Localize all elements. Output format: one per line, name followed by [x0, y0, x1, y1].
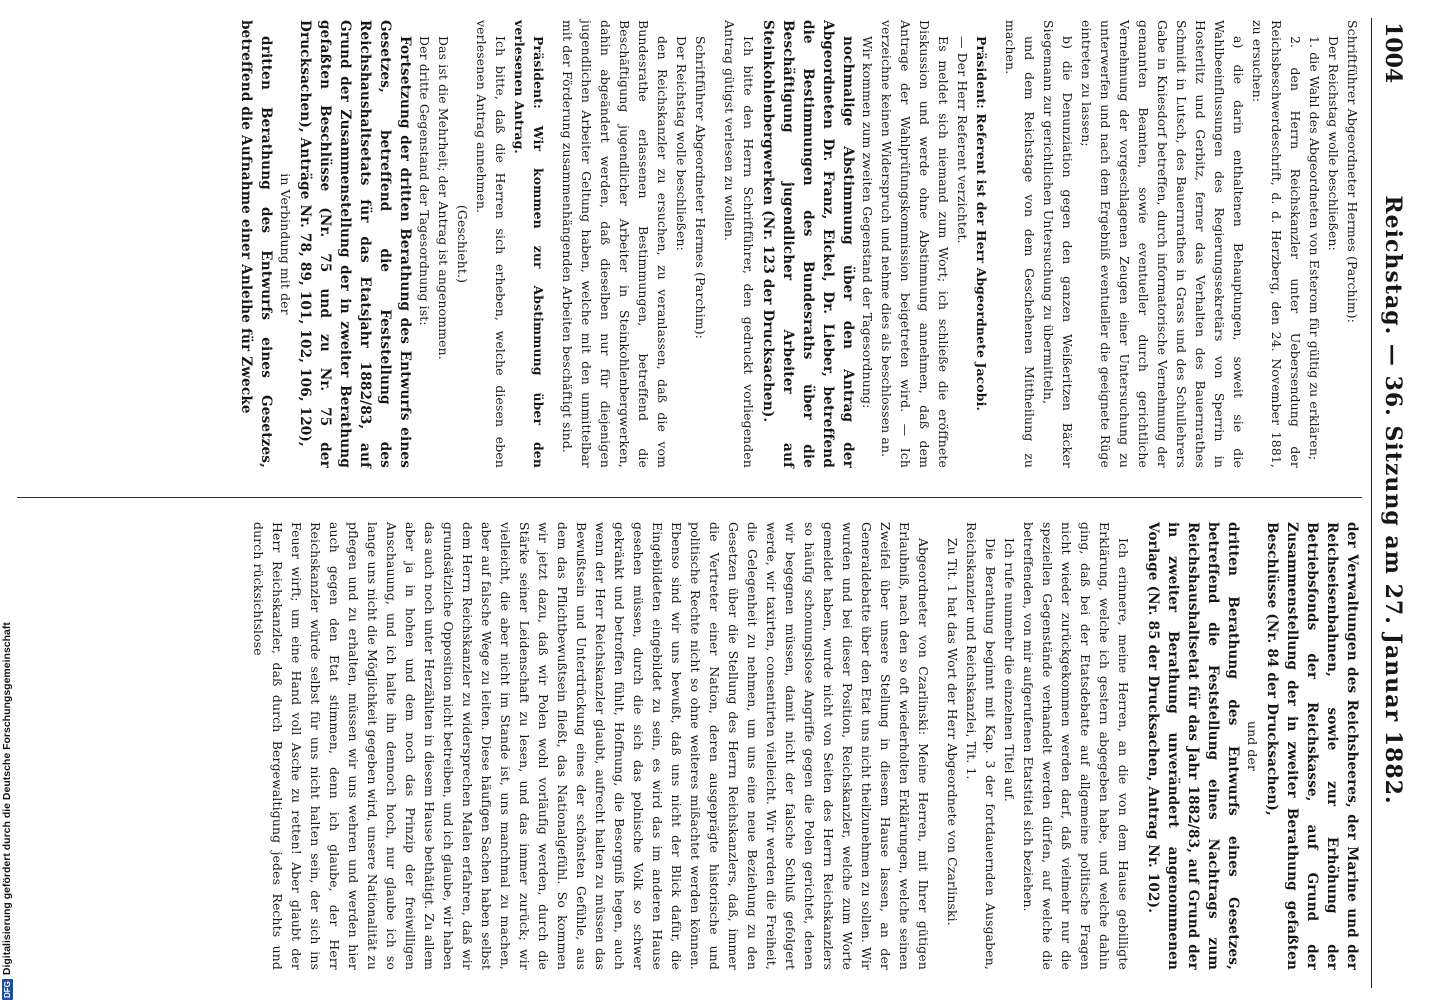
- running-title: Reichstag. — 36. Sitzung am 27. Januar 1882.: [1380, 195, 1406, 805]
- digitization-credit: [0, 0, 14, 1000]
- header-rule: [1371, 18, 1372, 988]
- text-column-right: [249, 522, 1362, 970]
- paragraph: Wir kommen zum zweiten Gegenstand der Tagesordnung:: [860, 36, 875, 409]
- paragraph: Ich bitte, daß die Herren sich erheben, welche diesen eben verlesenen Antrag annehmen.: [474, 20, 508, 468]
- paragraph: Abgeordneter von Czarlinski: Meine Herren, mit Ihrer gütigen Erlaubniß, nach den so oft wiederholten Erklärungen, welche seinen Zweifel über unsere Stellung in diesem Hause lassen, an der Generaldebatte über den Etat uns nicht theilzunehmen zu sollen. Wir wurden und bei dieser Position, Reichskanzler, welche zum Worte gemeldet haben, wurde nicht von Seiten des Herrn Reichskanzlers so häufig schonungslose Angriffe gegen die Polen gerichtet, denen wir begegnen müssen, damit nicht der falsche Schluß gefolgert werde, wir taxirten, consentirten vielleicht. Wir werden die Freiheit, die Gelegenheit zu nehmen, um uns eine neue Beziehung zu den Gesetzen über die Stellung des Herrn Reichskanzlers, daß, immer die Vertreter einer Nation, deren ausgeprägte historische und politische Rechte nicht so ohne weiteres mißachtet werden können. Ebenso sind wir uns bewußt, daß uns nicht der Blick dafür, die Eingebildeten eingebildet zu sein, es wird das im anderen Hause gesehen müssen, durch die sich das polnische Volk so schwer gekränkt und betroffen fühlt, Hoffnung, die Besorgniß hegen, auch wenn der Herr Reichskanzler glaubt, aufrecht halten zu müssen das Bewußtsein und Unterdrückung eines der schönsten Gefühle, aus dem das Pflichtbewußtsein fließt, das Nationalgefühl. So kommen wir jetzt dazu, daß wir Polen wohl vorläufig werden, durch die Stärke seiner Leidenschaft zu lesen, und das immer zurück; wir vielleicht, die aber nicht im Stande ist, uns manchmal zu machen, aber auf falsche Wege zu leiten. Diese häufigen Sachen haben selbst dem Herrn Reichskanzler zu widersprechen Malen erfahren, daß wir grundsätzliche Opposition nicht betreiben, und ich glaube, wir haben das auch noch unter Herzählten in diesem Hause bethätigt. Zu allem aber ja in hohen und dem noch das Prinzip der freiwilligen Anschauung, und ich halte ihn dennoch hoch, nur glaube ich so lange uns nicht die Möglichkeit gegeben wird, unsere Nationalität zu pflegen und zu erhalten, müssen wir uns wehren und werden hier auch gegen den Etat stimmen, denn ich glaube, der Herr Reichskanzler würde selbst für uns nicht halten sein, der sich ins Feuer wirft; um eine Hand voll Asche zu retten! Aber glaubt der Herr Reichskanzler, daß durch Bergewaltigung jedes Rechts und durch rücksichtslose: [251, 522, 931, 970]
- column-divider: [17, 497, 1362, 498]
- paragraph: Ich rufe nunmehr die einzelnen Titel auf.: [1002, 538, 1017, 802]
- agenda-heading: der Verwaltungen des Reichsheeres, der Marine und der Reichseisenbahnen, sowie zur Erhöhung der Betriebsfonds der Reichskasse, auf Grund der Zusammenstellung der in zweiter Berathung gefaßten Beschlüsse (Nr. 84 der Drucksachen),: [1264, 522, 1360, 970]
- paragraph: Das ist die Mehrheit; der Antrag ist angenommen.: [436, 36, 451, 360]
- paragraph: Die Berathung beginnt mit Kap. 3 der fortdauernden Ausgaben, Reichskanzler und Reichskanzlei, Tit. 1.: [964, 522, 998, 970]
- credit-text: Digitalisierung gefördert durch die Deutsche Forschungsgemeinschaft: [1, 622, 13, 976]
- agenda-heading: Fortsetzung der dritten Berathung des Entwurfs eines Gesetzes, betreffend die Feststellung des Reichshaushaltsetats für das Etatsjahr 1882/83, auf Grund der Zusammenstellung der in zweiter Berathung gefaßten Beschlüsse (Nr. 75 und zu Nr. 75 der Drucksachen), Anträge Nr. 78, 89, 101, 102, 106, 120),: [297, 20, 413, 468]
- paragraph: Der Reichstag wolle beschließen:: [1326, 36, 1341, 251]
- paragraph: Präsident: Referent ist der Herr Abgeordnete Jacobi.: [974, 36, 989, 411]
- paragraph: in Verbindung mit der: [278, 173, 293, 315]
- dfg-logo-icon: DFG: [2, 981, 12, 998]
- paragraph: und der: [1245, 720, 1260, 772]
- paragraph: b) die Denunziation gegen den ganzen Weißeritzen Bäcker Siegemann zur gerichtlichen Untersuchung zu übermitteln,: [1041, 20, 1075, 468]
- paragraph: Ich erinnere, meine Herren, an die von dem Hause gebilligte Erklärung, welche ich gestern abgegeben habe, und welche dahin ging, daß bei der Etatsdebatte auf allgemeine politische Fragen nicht wieder zurückgekommen werden darf, daß vielmehr nur die speziellen Gegenstände verhandelt werden dürfen, auf welche die betreffenden, von mir aufgerufenen Etatstitel sich beziehen.: [1021, 522, 1131, 970]
- paragraph: a) die darin enthaltenen Behauptungen, soweit sie die Wahlbeeinflussungen des Regierungssekretärs von Sperrin in Hosterlitz und Gerbitz, ferner das Verhalten des Bauernrathes Schmidt in Lutsch, des Bauernrathes in Grass und des Schullehrers Gabe in Kniesdorf betreffen, durch informatorische Vernehmung der genannten Beamten, sowie eventueller durch gerichtliche Vernehmung der vorgeschlagenen Zeugen einer Untersuchung zu unterwerfen und nach dem Ergebniß eventueller die geeignete Rüge eintreten zu lassen;: [1079, 20, 1246, 468]
- paragraph: (Geschieht.): [455, 204, 470, 284]
- text-column-left: [236, 20, 1362, 468]
- page-number: 1004: [1380, 22, 1406, 84]
- paragraph: Es meldet sich niemand zum Wort; ich schließe die eröffnete Diskussion und werde ohne Abstimmung annehmen, daß dem Antrage der Wahlprüfungskommission beigetreten wird. — Ich verzeichne keinen Widerspruch und nehme dies als beschlossen an.: [879, 20, 951, 468]
- paragraph: den Reichskanzler zu ersuchen, zu veranlassen, daß die vom Bundesrathe erlassenen Bestimmungen, betreffend die Beschäftigung jugendlicher Arbeiter in Steinkohlenbergwerken, dahin abgeändert werden, daß dieselben nur für diejenigen jugendlichen Arbeiter Geltung haben, welche mit den unmittelbar mit der Förderung zusammenhängenden Arbeiten beschäftigt sind.: [560, 20, 670, 468]
- agenda-heading: dritten Berathung des Entwurfs eines Gesetzes, betreffend die Aufnahme einer Anleihe für Zwecke: [238, 20, 274, 468]
- paragraph: Präsident: Wir kommen zur Abstimmung über den verlesenen Antrag.: [512, 20, 546, 468]
- paragraph: Zu Tit. 1 hat das Wort der Herr Abgeordnete von Czarlinski.: [945, 538, 960, 926]
- paragraph: 1. die Wahl des Abgeordneten von Esterom für gültig zu erklären;: [1307, 36, 1322, 461]
- agenda-heading: nochmalige Abstimmung über den Antrag der Abgeordneten Dr. Franz, Eickel, Dr. Lieber, betreffend die Bestimmungen des Bundesraths über die Beschäftigung jugendlicher Arbeiter auf Steinkohlenbergwerken (Nr. 123 der Drucksachen).: [760, 20, 856, 468]
- paragraph: und dem Reichstage von dem Geschehenen Mittheilung zu machen.: [1003, 20, 1037, 468]
- paragraph: Ich bitte den Herrn Schriftführer, den gedruckt vorliegenden Antrag gütigst verlesen zu wollen.: [722, 20, 756, 468]
- paragraph: Der dritte Gegenstand der Tagesordnung ist:: [417, 36, 432, 326]
- agenda-heading: dritten Berathung des Entwurfs eines Gesetzes, betreffend die Feststellung eines Nachtrags zum Reichshaushaltsetat für das Jahr 1882/83, auf Grund der in zweiter Berathung unverändert angenommenen Vorlage (Nr. 85 der Drucksachen, Antrag Nr. 102).: [1145, 522, 1241, 970]
- page-header: [1376, 22, 1406, 978]
- paragraph: Schriftführer Abgeordneter Hermes (Parchim):: [693, 36, 708, 340]
- paragraph: Schriftführer Abgeordneter Hermes (Parchim):: [1345, 20, 1360, 324]
- paragraph: — Der Herr Referent verzichtet.: [955, 36, 970, 244]
- paragraph: Der Reichstag wolle beschließen:: [674, 36, 689, 251]
- paragraph: 2. den Herrn Reichskanzler unter Uebersendung der Reichsbeschwerdeschrift, d. d. Herzberg, den 24. November 1881, zu ersuchen:: [1250, 20, 1303, 468]
